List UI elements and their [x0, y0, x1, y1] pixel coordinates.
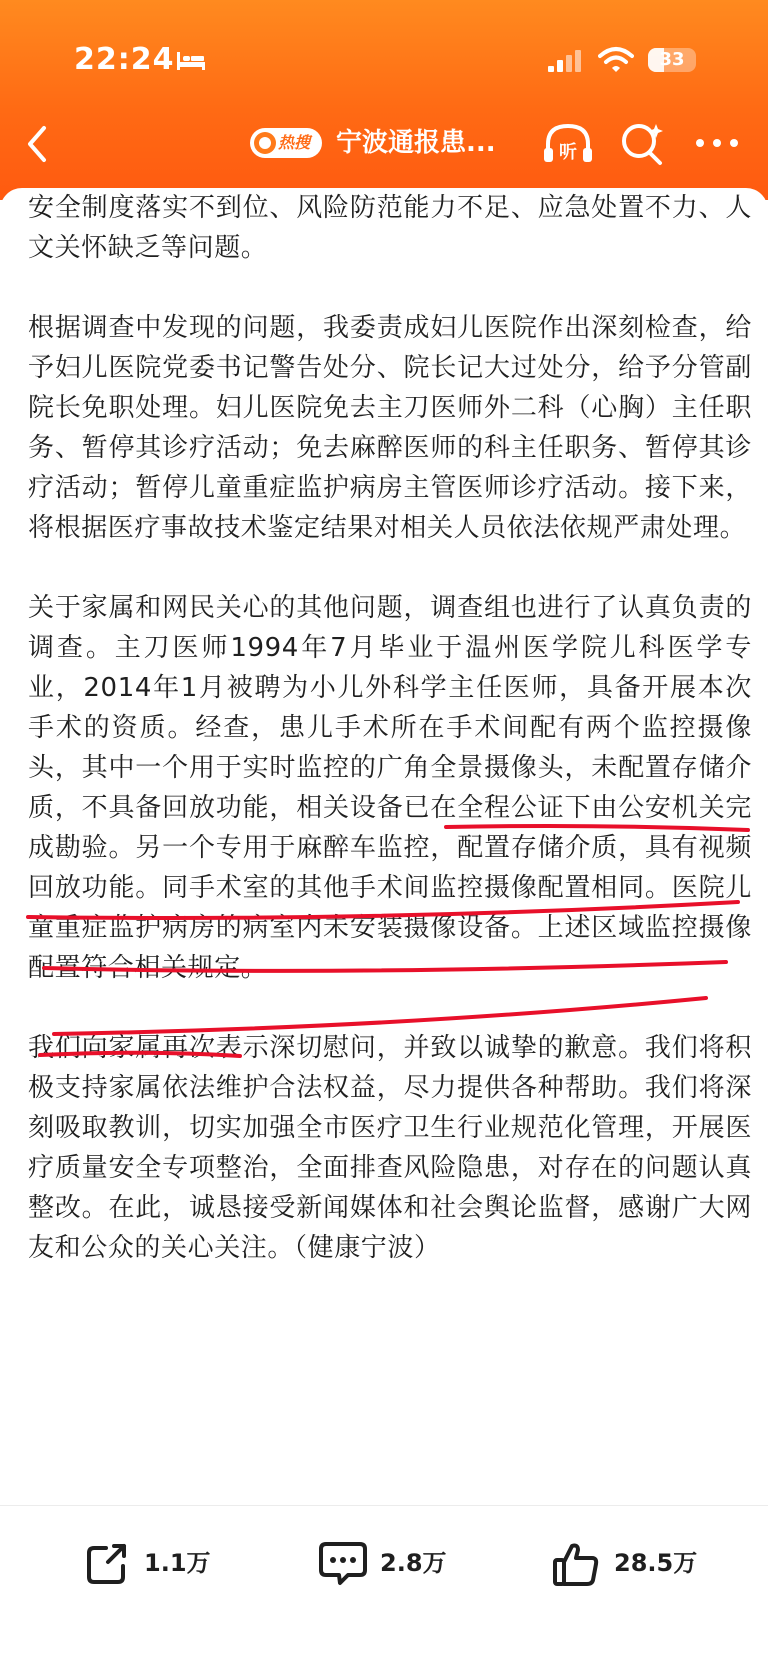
action-bar [0, 1506, 768, 1616]
article-paragraph-2: 根据调查中发现的问题，我委责成妇儿医院作出深刻检查，给予妇儿医院党委书记警告处分、院长记大过处分，给予分管副院长免职处理。妇儿医院免去主刀医师外二科（心胸）主任职务、暂停其诊疗活动；免去麻醉医师的科主任职务、暂停其诊疗活动；暂停儿童重症监护病房主管医师诊疗活动。接下来，将根据医疗事故技术鉴定结果对相关人员依法依规严肃处理。 [28, 313, 752, 543]
share-icon [84, 1540, 130, 1586]
listen-glyph: 听 [559, 142, 577, 163]
more-icon[interactable] [692, 126, 742, 160]
wifi-icon [598, 46, 634, 74]
flame-icon [254, 132, 276, 154]
battery-level: 33 [659, 49, 685, 70]
article-paragraph-3: 关于家属和网民关心的其他问题，调查组也进行了认真负责的调查。主刀医师1994年7月毕业于温州医学院儿科医学专业，2014年1月被聘为小儿外科学主任医师，具备开展本次手术的资质。经查，患儿手术所在手术间配有两个监控摄像头，其中一个用于实时监控的广角全景摄像头，未配置存储介质，不具备回放功能，相关设备已在全程公证下由公安机关完成勘验。另一个专用于麻醉车监控，配置存储介质，具有视频回放功能。同手术室的其他手术间监控摄像配置相同。医院儿童重症监护病房的病室内未安装摄像设备。上述区域监控摄像配置符合相关规定。 [28, 593, 752, 983]
thumbs-up-icon [552, 1540, 600, 1588]
article-paragraph-4: 我们向家属再次表示深切慰问，并致以诚挚的歉意。我们将积极支持家属依法维护合法权益，尽力提供各种帮助。我们将深刻吸取教训，切实加强全市医疗卫生行业规范化管理，开展医疗质量安全专项整治，全面排查风险隐患，对存在的问题认真整改。在此，诚恳接受新闻媒体和社会舆论监督，感谢广大网友和公众的关心关注。（健康宁波） [28, 1033, 752, 1263]
share-button[interactable] [84, 1536, 224, 1590]
chevron-left-icon[interactable] [18, 122, 58, 166]
hot-search-badge[interactable] [250, 128, 322, 158]
comment-button[interactable] [318, 1536, 468, 1590]
nav-bar [0, 110, 768, 176]
hot-search-label: 热搜 [278, 133, 311, 152]
like-count: 28.5万 [614, 1549, 698, 1577]
status-bar [0, 40, 768, 80]
app-header [0, 0, 768, 200]
search-icon[interactable] [620, 120, 664, 166]
article-card [0, 188, 768, 1500]
signal-icon [548, 48, 584, 74]
article-paragraph-1: 安全制度落实不到位、风险防范能力不足、应急处置不力、人文关怀缺乏等问题。 [28, 193, 752, 263]
comment-icon [318, 1540, 368, 1586]
article-body [28, 188, 752, 1308]
status-time: 22:24 [74, 42, 175, 77]
comment-count: 2.8万 [380, 1549, 447, 1577]
bed-icon [176, 50, 206, 72]
like-button[interactable] [552, 1536, 722, 1590]
page-title[interactable]: 宁波通报患... [336, 128, 496, 158]
listen-icon[interactable] [542, 120, 594, 168]
battery-icon [648, 48, 696, 72]
home-indicator-area [0, 1616, 768, 1672]
share-count: 1.1万 [144, 1549, 211, 1577]
